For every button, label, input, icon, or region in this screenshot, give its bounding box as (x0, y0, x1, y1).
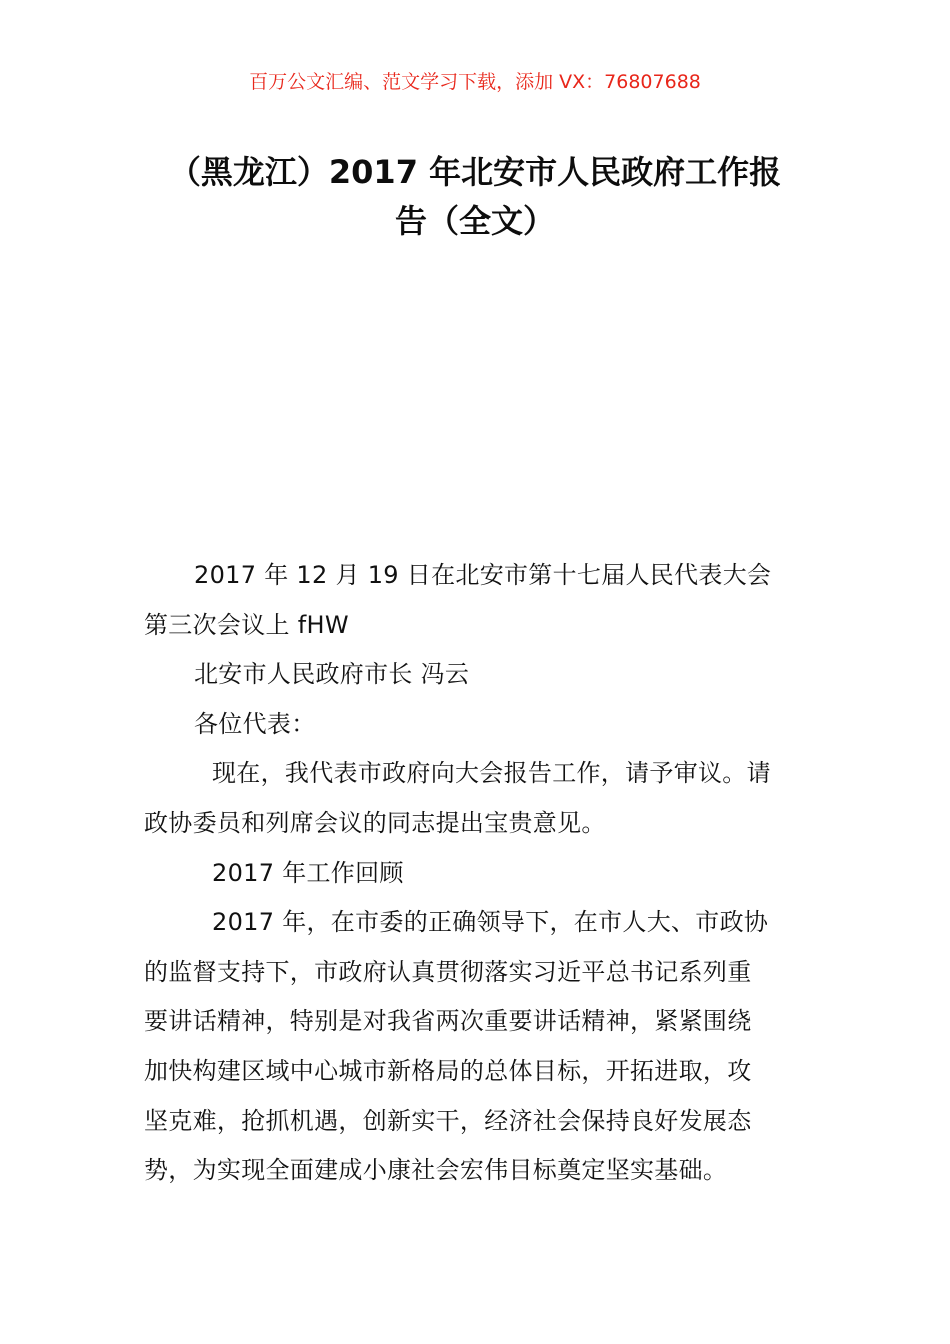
header-watermark-note: 百万公文汇编、范文学习下载，添加 VX：76807688 (249, 71, 701, 93)
document-title (140, 148, 810, 246)
review-line: 加快构建区域中心城市新格局的总体目标，开拓进取，攻 (144, 1056, 752, 1085)
intro-line-1: 现在，我代表市政府向大会报告工作，请予审议。请 (212, 759, 771, 788)
review-line: 的监督支持下，市政府认真贯彻落实习近平总书记系列重 (144, 957, 752, 986)
review-line: 坚克难，抢抓机遇，创新实干，经济社会保持良好发展态 (144, 1106, 752, 1135)
speaker-line: 北安市人民政府市长 冯云 (194, 660, 470, 689)
title-line-2: 告（全文） (394, 202, 555, 240)
review-line: 2017 年，在市委的正确领导下，在市人大、市政协 (212, 908, 769, 937)
section-heading: 2017 年工作回顾 (212, 858, 404, 887)
review-line: 势，为实现全面建成小康社会宏伟目标奠定坚实基础。 (144, 1156, 728, 1185)
document-body (144, 551, 808, 1196)
review-line: 要讲话精神，特别是对我省两次重要讲话精神，紧紧围绕 (144, 1007, 752, 1036)
salutation: 各位代表： (194, 709, 316, 738)
meeting-line-2: 第三次会议上 fHW (144, 610, 349, 639)
title-line-1: （黑龙江）2017 年北安市人民政府工作报 (168, 153, 782, 191)
intro-line-2: 政协委员和列席会议的同志提出宝贵意见。 (144, 808, 606, 837)
meeting-line-1: 2017 年 12 月 19 日在北安市第十七届人民代表大会 (194, 561, 772, 589)
